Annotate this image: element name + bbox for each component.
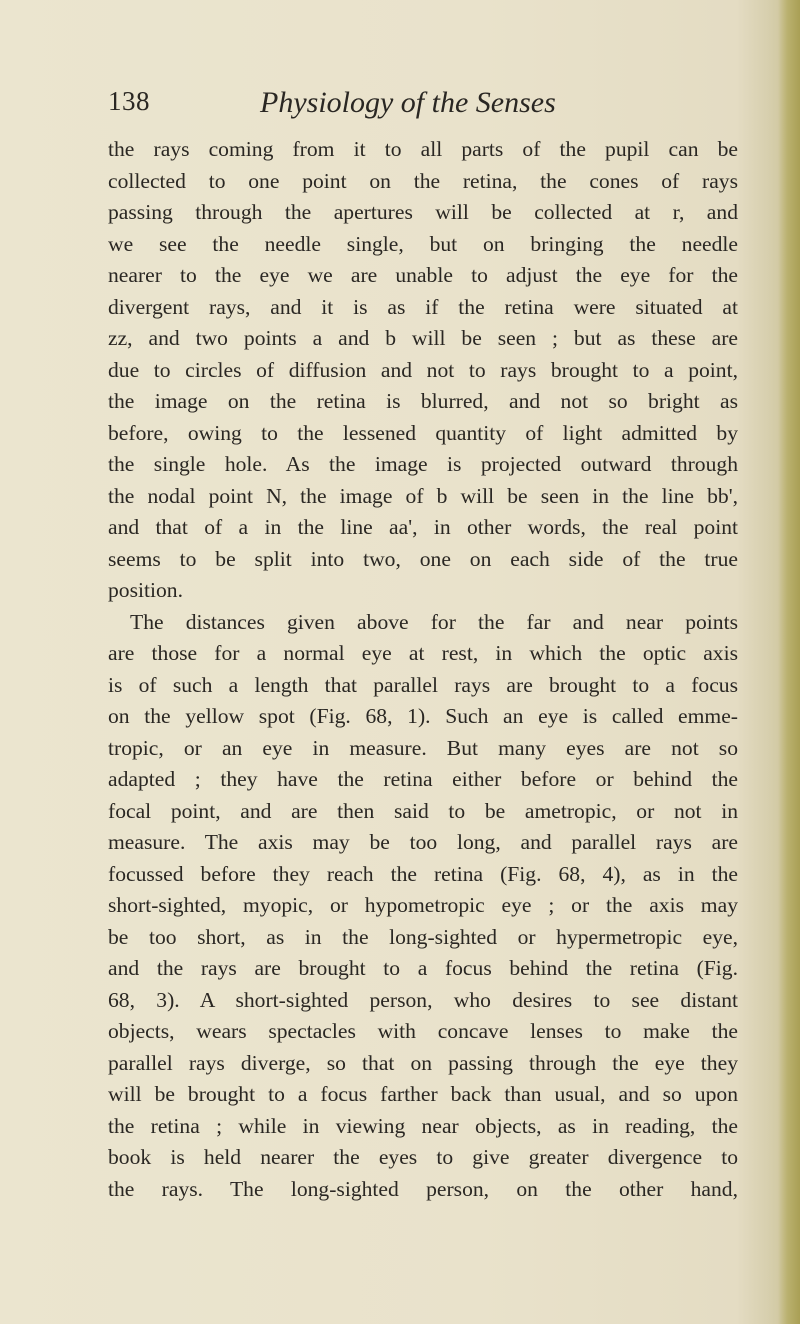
running-head: Physiology of the Senses: [260, 86, 556, 119]
text-line: position.: [108, 578, 183, 602]
text-line: due to circles of diffusion and not to rays brought to a point,: [108, 357, 738, 382]
text-line: the single hole. As the image is projected outward through: [108, 452, 738, 476]
text-line: the nodal point N, the image of b will be seen in the line bb',: [108, 483, 738, 508]
text-line: we see the needle single, but on bringing the needle: [108, 231, 738, 256]
text-line: and the rays are brought to a focus behind the retina (Fig.: [108, 956, 738, 980]
text-line: collected to one point on the retina, the cones of rays: [108, 168, 738, 193]
text-line: measure. The axis may be too long, and parallel rays are: [108, 830, 738, 854]
page-header: [108, 86, 748, 126]
text-line: parallel rays diverge, so that on passing through the eye they: [108, 1050, 738, 1075]
text-line: the retina ; while in viewing near objects, as in reading, the: [108, 1113, 738, 1138]
text-line: the rays. The long-sighted person, on the other hand,: [108, 1176, 738, 1201]
text-line: book is held nearer the eyes to give greater divergence to: [108, 1145, 738, 1169]
text-line: passing through the apertures will be collected at r, and: [108, 200, 738, 224]
text-line: seems to be split into two, one on each side of the true: [108, 546, 738, 571]
text-line: adapted ; they have the retina either before or behind the: [108, 767, 738, 791]
page-number: 138: [108, 86, 150, 116]
text-line: focussed before they reach the retina (Fig. 68, 4), as in the: [108, 861, 738, 886]
text-line: The distances given above for the far and near points: [130, 609, 738, 634]
page-edge: [778, 0, 800, 1324]
text-line: nearer to the eye we are unable to adjust the eye for the: [108, 263, 738, 287]
text-line: zz, and two points a and b will be seen ; but as these are: [108, 326, 738, 350]
text-line: divergent rays, and it is as if the retina were situated at: [108, 294, 738, 319]
text-line: and that of a in the line aa', in other words, the real point: [108, 515, 738, 539]
body-text: [108, 134, 738, 1205]
text-line: objects, wears spectacles with concave lenses to make the: [108, 1019, 738, 1043]
text-line: on the yellow spot (Fig. 68, 1). Such an eye is called emme-: [108, 704, 738, 728]
text-line: 68, 3). A short-sighted person, who desires to see distant: [108, 987, 738, 1012]
text-line: before, owing to the lessened quantity of light admitted by: [108, 420, 738, 445]
text-line: will be brought to a focus farther back than usual, and so upon: [108, 1082, 738, 1106]
text-line: the rays coming from it to all parts of the pupil can be: [108, 137, 738, 161]
text-line: is of such a length that parallel rays are brought to a focus: [108, 672, 738, 697]
text-line: focal point, and are then said to be ametropic, or not in: [108, 798, 738, 823]
text-line: short-sighted, myopic, or hypometropic eye ; or the axis may: [108, 893, 738, 917]
text-line: tropic, or an eye in measure. But many eyes are not so: [108, 735, 738, 760]
text-line: be too short, as in the long-sighted or hypermetropic eye,: [108, 924, 738, 949]
text-line: the image on the retina is blurred, and not so bright as: [108, 389, 738, 413]
text-line: are those for a normal eye at rest, in which the optic axis: [108, 641, 738, 665]
